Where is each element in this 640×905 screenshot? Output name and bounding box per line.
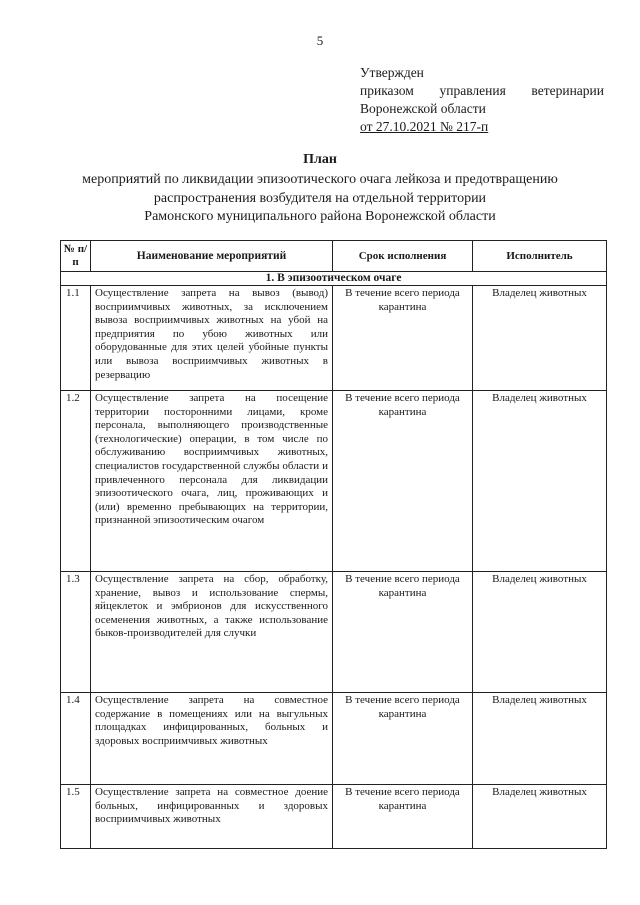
row-term: В течение всего периода карантина [333, 785, 473, 849]
row-description: Осуществление запрета на совместное содержание в помещениях или на выгульных площадках инфицированных, больных и здоровых восприимчивых животных [91, 693, 333, 785]
approval-line-order: приказом управления ветеринарии [360, 83, 604, 98]
row-num: 1.3 [61, 572, 91, 693]
table-row [61, 693, 607, 785]
row-executor: Владелец животных [473, 693, 607, 785]
approval-line-approved: Утвержден [360, 65, 424, 80]
table-row [61, 391, 607, 572]
row-term: В течение всего периода карантина [333, 693, 473, 785]
plan-subtitle-line: распространения возбудителя на отдельной территории [153, 190, 487, 206]
page-number: 5 [316, 33, 324, 48]
plan-subtitle-line: Рамонского муниципального района Воронежской области [144, 209, 496, 224]
plan-table [60, 240, 607, 849]
row-executor: Владелец животных [473, 391, 607, 572]
row-num: 1.2 [61, 391, 91, 572]
section-title: 1. В эпизоотическом очаге [61, 272, 607, 286]
header-num: № п/п [61, 241, 91, 272]
row-executor: Владелец животных [473, 785, 607, 849]
approval-stamp [360, 64, 604, 136]
row-executor: Владелец животных [473, 572, 607, 693]
row-num: 1.1 [61, 286, 91, 391]
approval-line-region: Воронежской области [360, 101, 486, 116]
plan-title: План [303, 152, 337, 167]
row-term: В течение всего периода карантина [333, 286, 473, 391]
plan-subtitle [50, 171, 590, 227]
plan-subtitle-line: мероприятий по ликвидации эпизоотического очага лейкоза и предотвращению [82, 172, 558, 187]
approval-line-date: от 27.10.2021 № 217-п [360, 119, 489, 134]
row-description: Осуществление запрета на совместное доение больных, инфицированных и здоровых восприимчивых животных [91, 785, 333, 849]
row-num: 1.4 [61, 693, 91, 785]
row-term: В течение всего периода карантина [333, 572, 473, 693]
header-exec: Исполнитель [473, 241, 607, 272]
header-term: Срок исполнения [333, 241, 473, 272]
row-description: Осуществление запрета на вывоз (вывод) восприимчивых животных, за исключением вывоза восприимчивых животных на убой на предприятия по убою животных или оборудованные для этих целей убойные пункты или вывоза восприимчивых животных в резервацию [91, 286, 333, 391]
header-name: Наименование мероприятий [91, 241, 333, 272]
table-row [61, 572, 607, 693]
row-term: В течение всего периода карантина [333, 391, 473, 572]
row-description: Осуществление запрета на посещение территории посторонними лицами, кроме персонала, выполняющего производственные (технологические) операции, в том числе по обслуживанию восприимчивых животных, специалистов государственной службы области и привлеченного персонала для ликвидации эпизоотического очага, лиц, проживающих и (или) временно пребывающих на территории, признанной эпизоотическим очагом [91, 391, 333, 572]
row-num: 1.5 [61, 785, 91, 849]
table-row [61, 286, 607, 391]
table-row [61, 785, 607, 849]
table-header-row [61, 241, 607, 272]
row-executor: Владелец животных [473, 286, 607, 391]
section-row [61, 272, 607, 286]
row-description: Осуществление запрета на сбор, обработку, хранение, вывоз и использование спермы, яйцеклеток и эмбрионов для искусственного осеменения животных, а также использование быков-производителей для случки [91, 572, 333, 693]
